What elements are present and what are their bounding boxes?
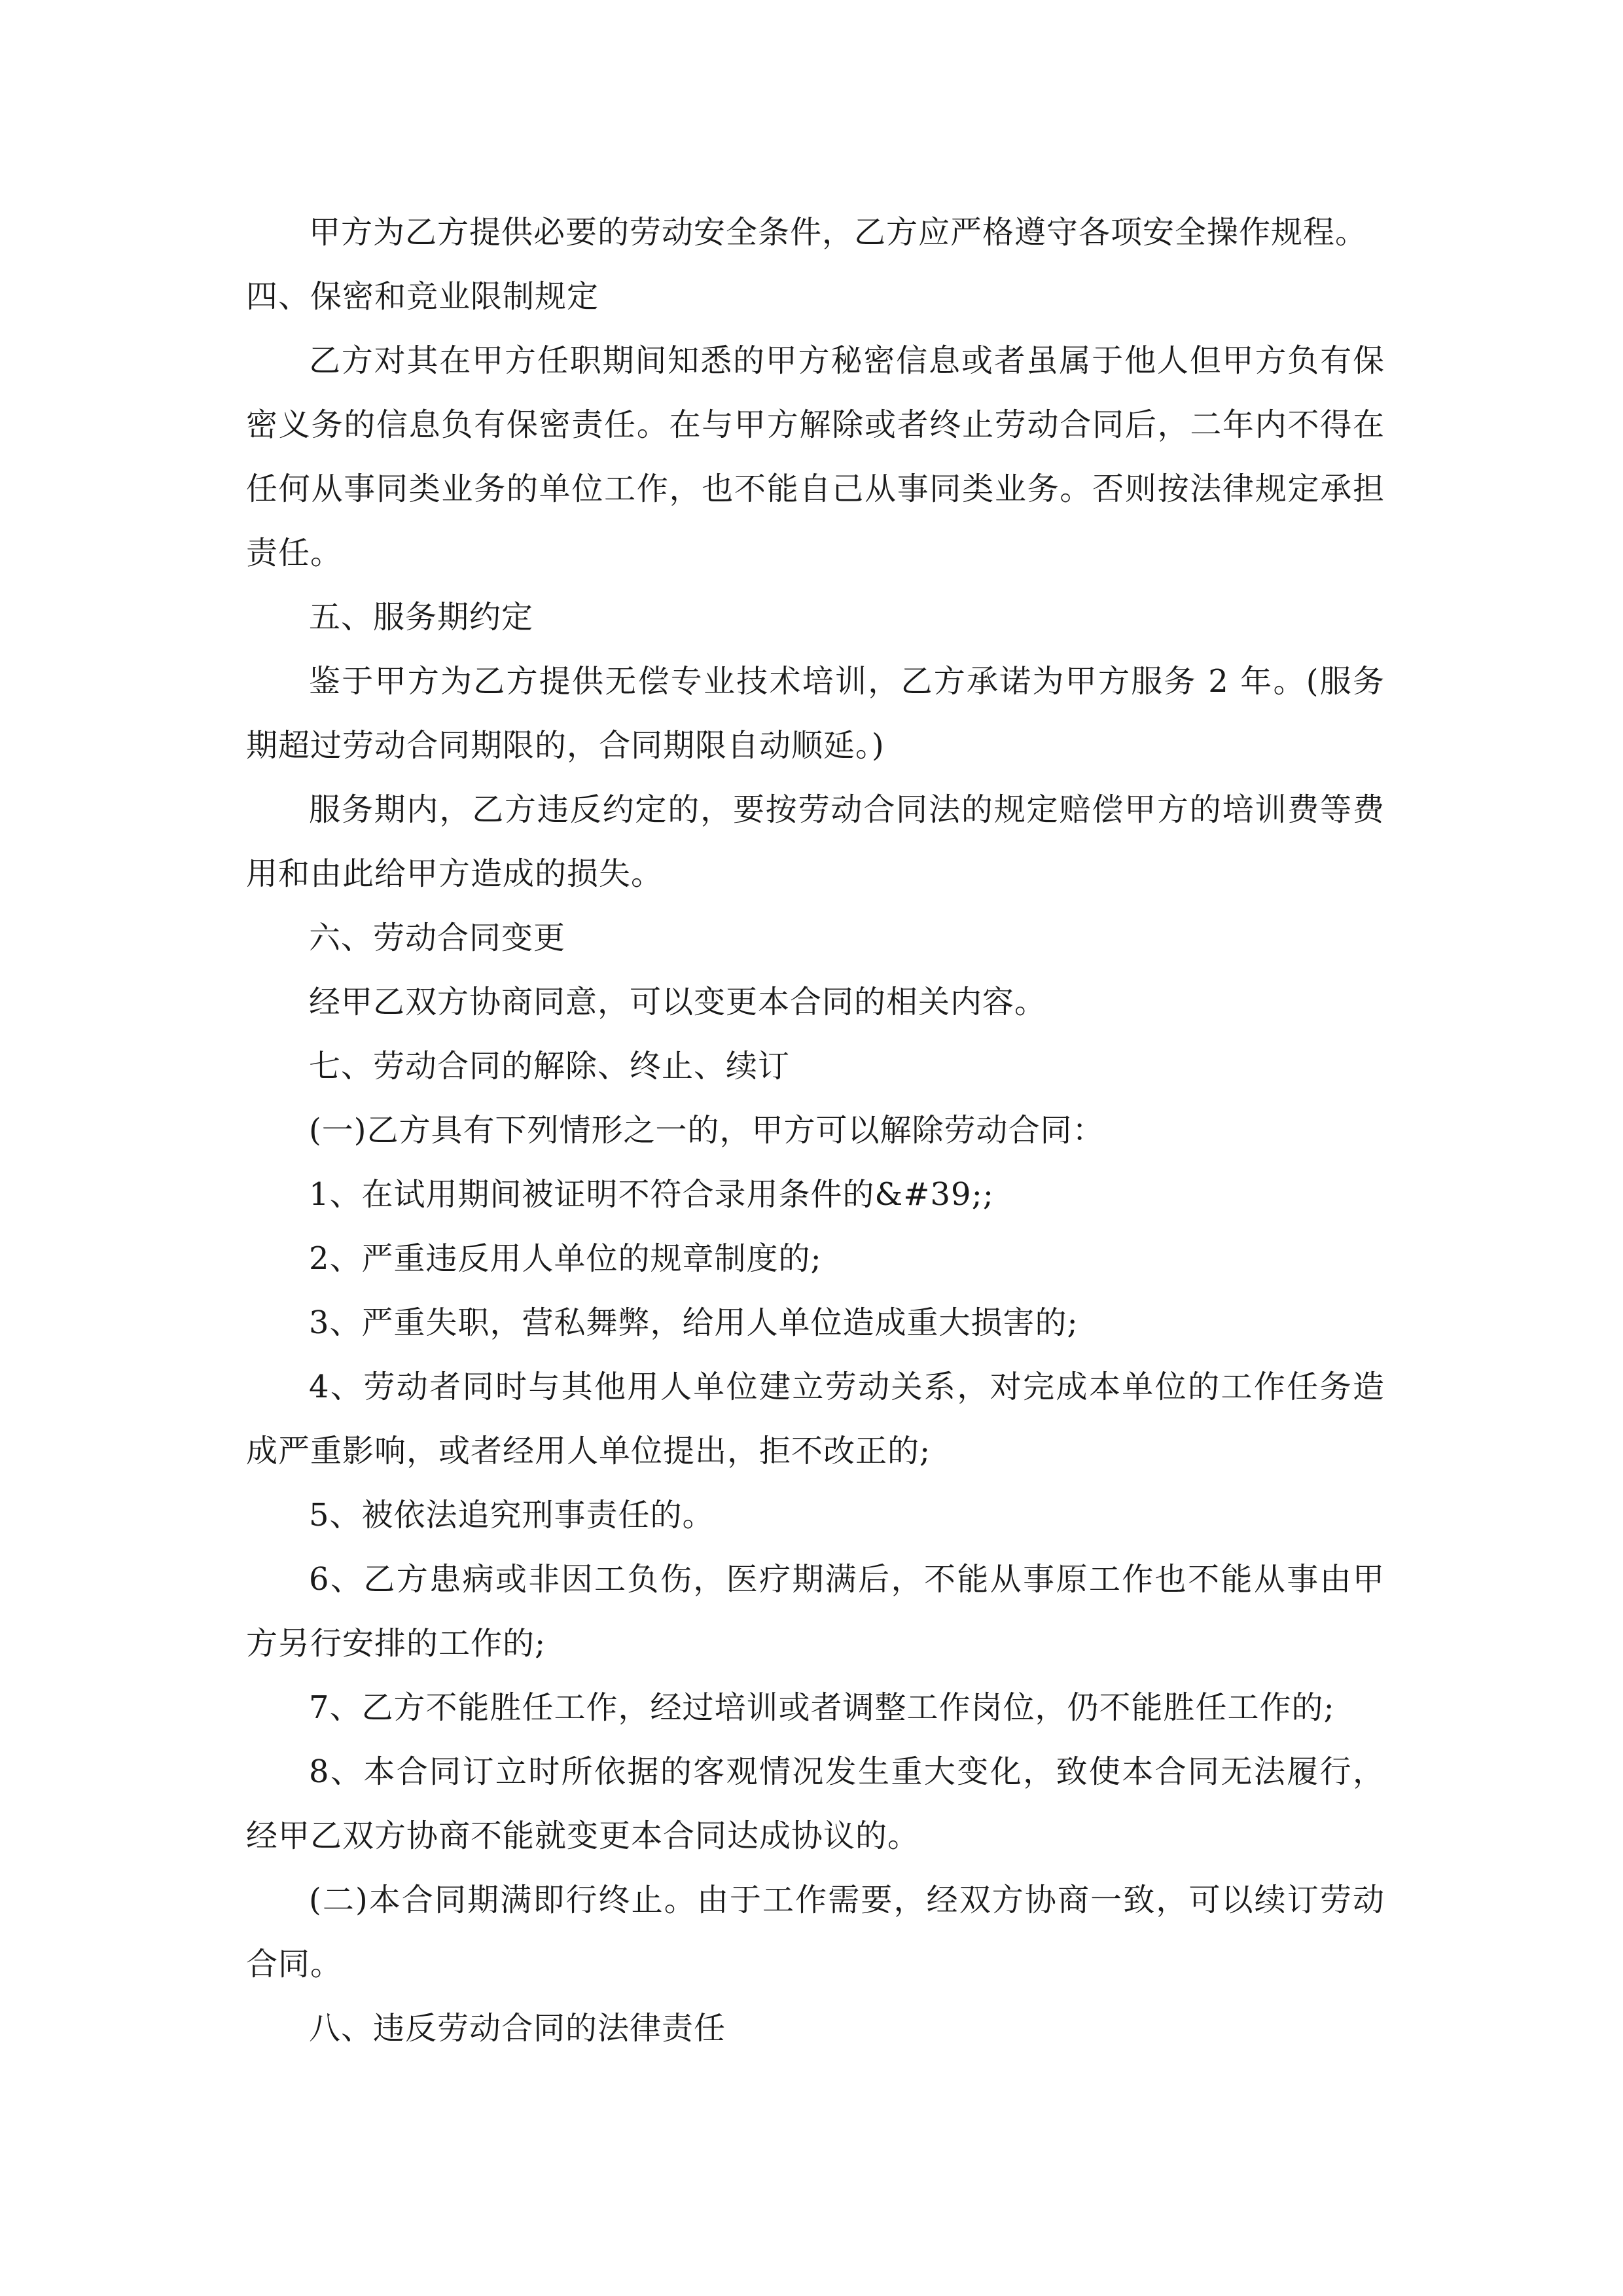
list-item-3: 3、严重失职，营私舞弊，给用人单位造成重大损害的;	[309, 1304, 1079, 1341]
paragraph-contract-change: 经甲乙双方协商同意，可以变更本合同的相关内容。	[309, 984, 1047, 1020]
list-item-6: 6、乙方患病或非因工负伤，医疗期满后，不能从事原工作也不能从事由甲方另行安排的工作的;	[246, 1561, 1385, 1662]
list-item-5: 5、被依法追究刑事责任的。	[309, 1497, 715, 1534]
section-heading-contract-change: 六、劳动合同变更	[309, 920, 566, 956]
section-heading-termination: 七、劳动合同的解除、终止、续订	[309, 1048, 791, 1085]
paragraph-confidentiality: 乙方对其在甲方任职期间知悉的甲方秘密信息或者虽属于他人但甲方负有保密义务的信息负有保密责任。在与甲方解除或者终止劳动合同后，二年内不得在任何从事同类业务的单位工作，也不能自己从事同类业务。否则按法律规定承担责任。	[246, 342, 1385, 571]
paragraph-contract-expiry: (二)本合同期满即行终止。由于工作需要，经双方协商一致，可以续订劳动合同。	[246, 1882, 1385, 1982]
paragraph-termination-intro: (一)乙方具有下列情形之一的，甲方可以解除劳动合同：	[309, 1112, 1105, 1149]
paragraph-safety-conditions: 甲方为乙方提供必要的劳动安全条件，乙方应严格遵守各项安全操作规程。	[309, 214, 1368, 251]
list-item-4: 4、劳动者同时与其他用人单位建立劳动关系，对完成本单位的工作任务造成严重影响，或者经用人单位提出，拒不改正的;	[246, 1369, 1385, 1469]
section-heading-confidentiality: 四、保密和竞业限制规定	[246, 278, 599, 315]
list-item-1: 1、在试用期间被证明不符合录用条件的&#39;;	[309, 1176, 994, 1213]
section-heading-service-period: 五、服务期约定	[309, 599, 534, 636]
paragraph-service-period-breach: 服务期内，乙方违反约定的，要按劳动合同法的规定赔偿甲方的培训费等费用和由此给甲方造成的损失。	[246, 791, 1385, 892]
section-heading-legal-liability: 八、违反劳动合同的法律责任	[309, 2010, 726, 2047]
document-body	[246, 200, 1385, 2060]
list-item-8: 8、本合同订立时所依据的客观情况发生重大变化，致使本合同无法履行，经甲乙双方协商不能就变更本合同达成协议的。	[246, 1753, 1385, 1854]
list-item-7: 7、乙方不能胜任工作，经过培训或者调整工作岗位，仍不能胜任工作的;	[309, 1689, 1335, 1726]
list-item-2: 2、严重违反用人单位的规章制度的;	[309, 1240, 822, 1277]
paragraph-service-period: 鉴于甲方为乙方提供无偿专业技术培训，乙方承诺为甲方服务 2 年。(服务期超过劳动合同期限的，合同期限自动顺延。)	[246, 663, 1385, 764]
